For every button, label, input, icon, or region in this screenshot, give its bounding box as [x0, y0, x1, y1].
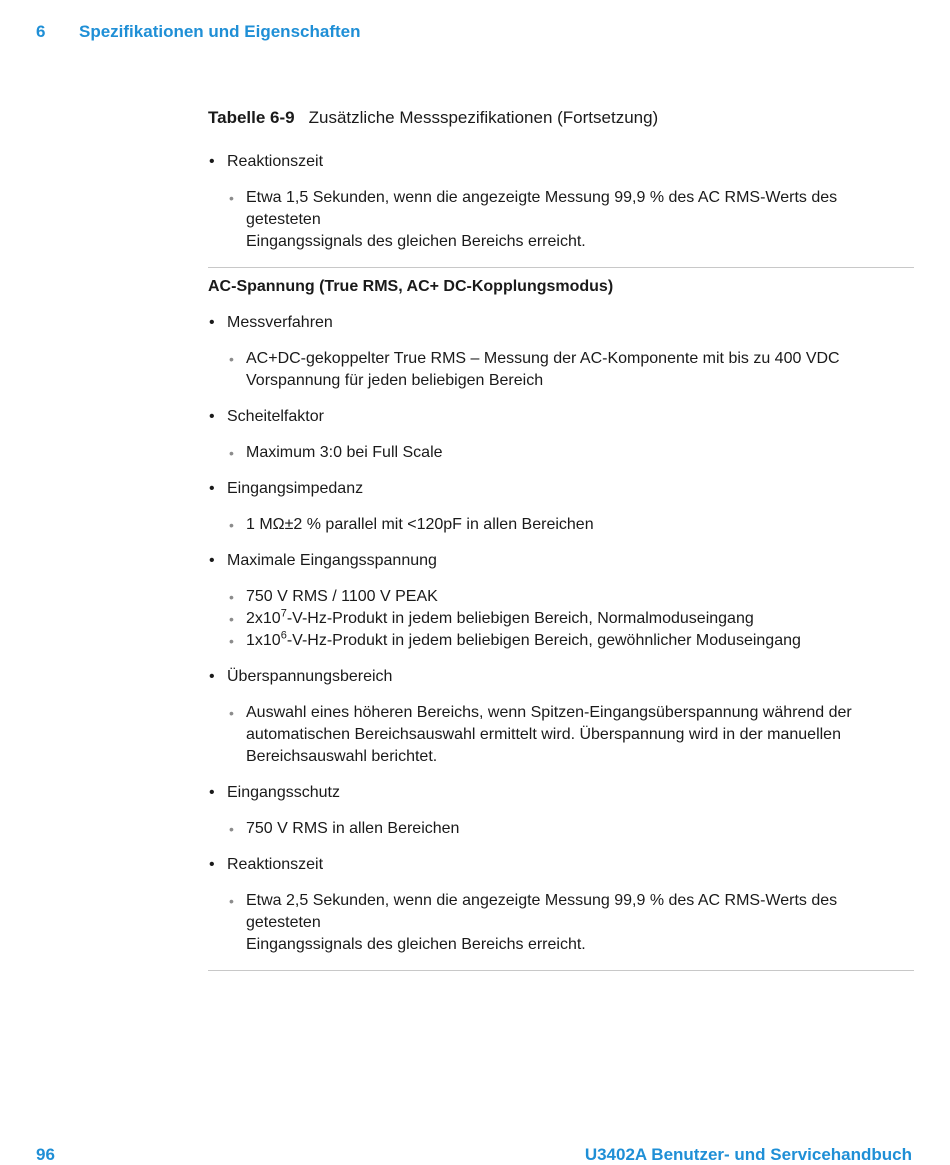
bullet-icon: •	[209, 408, 215, 425]
section-divider	[208, 267, 914, 268]
item-label: Überspannungsbereich	[227, 668, 393, 685]
sub-item	[208, 630, 914, 652]
sub-list	[208, 442, 914, 464]
page-number: 96	[36, 1145, 55, 1164]
chapter-header	[36, 22, 360, 42]
sub-item	[208, 514, 914, 536]
sub-item-text: Auswahl eines höheren Bereichs, wenn Spitzen-Eingangsüberspannung während der	[246, 704, 852, 721]
sub-item-text: Bereichsauswahl berichtet.	[246, 748, 438, 765]
sub-item-text: AC+DC-gekoppelter True RMS – Messung der AC-Komponente mit bis zu 400 VDC	[246, 350, 840, 367]
sub-item	[208, 702, 914, 768]
list-item	[208, 782, 914, 804]
subbullet-icon: •	[229, 589, 234, 605]
item-label: Maximale Eingangsspannung	[227, 552, 437, 569]
subbullet-icon: •	[229, 351, 234, 367]
sub-item-text: Eingangssignals des gleichen Bereichs erreicht.	[246, 233, 586, 250]
sub-list	[208, 890, 914, 956]
table-caption-text: Zusätzliche Messspezifikationen (Fortsetzung)	[308, 108, 659, 127]
list-item	[208, 550, 914, 572]
bullet-icon: •	[209, 552, 215, 569]
table-caption	[208, 107, 914, 129]
bullet-icon: •	[209, 856, 215, 873]
sub-item-text: 750 V RMS / 1100 V PEAK	[246, 588, 438, 605]
sub-item-text: -V-Hz-Produkt in jedem beliebigen Bereich, gewöhnlicher Moduseingang	[286, 632, 801, 649]
page-content	[208, 107, 914, 971]
list-item	[208, 312, 914, 334]
sub-list	[208, 187, 914, 253]
sub-item-text: automatischen Bereichsauswahl ermittelt wird. Überspannung wird in der manuellen	[246, 726, 841, 743]
list-item	[208, 854, 914, 876]
sub-item-text: Etwa 2,5 Sekunden, wenn die angezeigte Messung 99,9 % des AC RMS-Werts des getesteten	[246, 892, 838, 931]
sub-item	[208, 818, 914, 840]
subbullet-icon: •	[229, 190, 234, 206]
sub-item-text: 1 MΩ±2 % parallel mit <120pF in allen Bereichen	[246, 516, 594, 533]
subbullet-icon: •	[229, 445, 234, 461]
sub-item	[208, 608, 914, 630]
bullet-icon: •	[209, 314, 215, 331]
subbullet-icon: •	[229, 893, 234, 909]
sub-list	[208, 702, 914, 768]
chapter-title: Spezifikationen und Eigenschaften	[79, 22, 361, 41]
sub-item-text: -V-Hz-Produkt in jedem beliebigen Bereich, Normalmoduseingang	[286, 610, 754, 627]
subbullet-icon: •	[229, 611, 234, 627]
chapter-number: 6	[36, 22, 46, 41]
list-item	[208, 151, 914, 173]
bullet-icon: •	[209, 153, 215, 170]
subbullet-icon: •	[229, 633, 234, 649]
sub-item	[208, 187, 914, 253]
item-label: Scheitelfaktor	[227, 408, 324, 425]
list-item	[208, 406, 914, 428]
section-title: AC-Spannung (True RMS, AC+ DC-Kopplungsmodus)	[208, 278, 614, 295]
sub-item-text: 750 V RMS in allen Bereichen	[246, 820, 460, 837]
subbullet-icon: •	[229, 517, 234, 533]
bullet-icon: •	[209, 480, 215, 497]
sub-item-text: Maximum 3:0 bei Full Scale	[246, 444, 443, 461]
subbullet-icon: •	[229, 705, 234, 721]
bullet-icon: •	[209, 668, 215, 685]
item-label: Reaktionszeit	[227, 153, 324, 170]
sub-item-text: Etwa 1,5 Sekunden, wenn die angezeigte Messung 99,9 % des AC RMS-Werts des getesteten	[246, 189, 838, 228]
sub-item-text: Vorspannung für jeden beliebigen Bereich	[246, 372, 544, 389]
table-caption-label: Tabelle 6-9	[208, 108, 295, 127]
subbullet-icon: •	[229, 821, 234, 837]
item-label: Eingangsimpedanz	[227, 480, 364, 497]
sub-item-text: 1x10	[246, 632, 281, 649]
list-item	[208, 478, 914, 500]
manual-title: U3402A Benutzer- und Servicehandbuch	[584, 1145, 912, 1164]
sub-item-text: Eingangssignals des gleichen Bereichs erreicht.	[246, 936, 586, 953]
sub-item	[208, 890, 914, 956]
item-label: Messverfahren	[227, 314, 333, 331]
sub-item-text: 2x10	[246, 610, 281, 627]
sub-item	[208, 442, 914, 464]
list-item	[208, 666, 914, 688]
sub-list	[208, 586, 914, 652]
sub-list	[208, 818, 914, 840]
bullet-icon: •	[209, 784, 215, 801]
table-bottom-rule	[208, 970, 914, 971]
sub-list	[208, 348, 914, 392]
sub-item	[208, 586, 914, 608]
sub-item	[208, 348, 914, 392]
item-label: Reaktionszeit	[227, 856, 324, 873]
exponent: 6	[280, 629, 287, 642]
sub-list	[208, 514, 914, 536]
item-label: Eingangsschutz	[227, 784, 340, 801]
exponent: 7	[280, 607, 287, 620]
